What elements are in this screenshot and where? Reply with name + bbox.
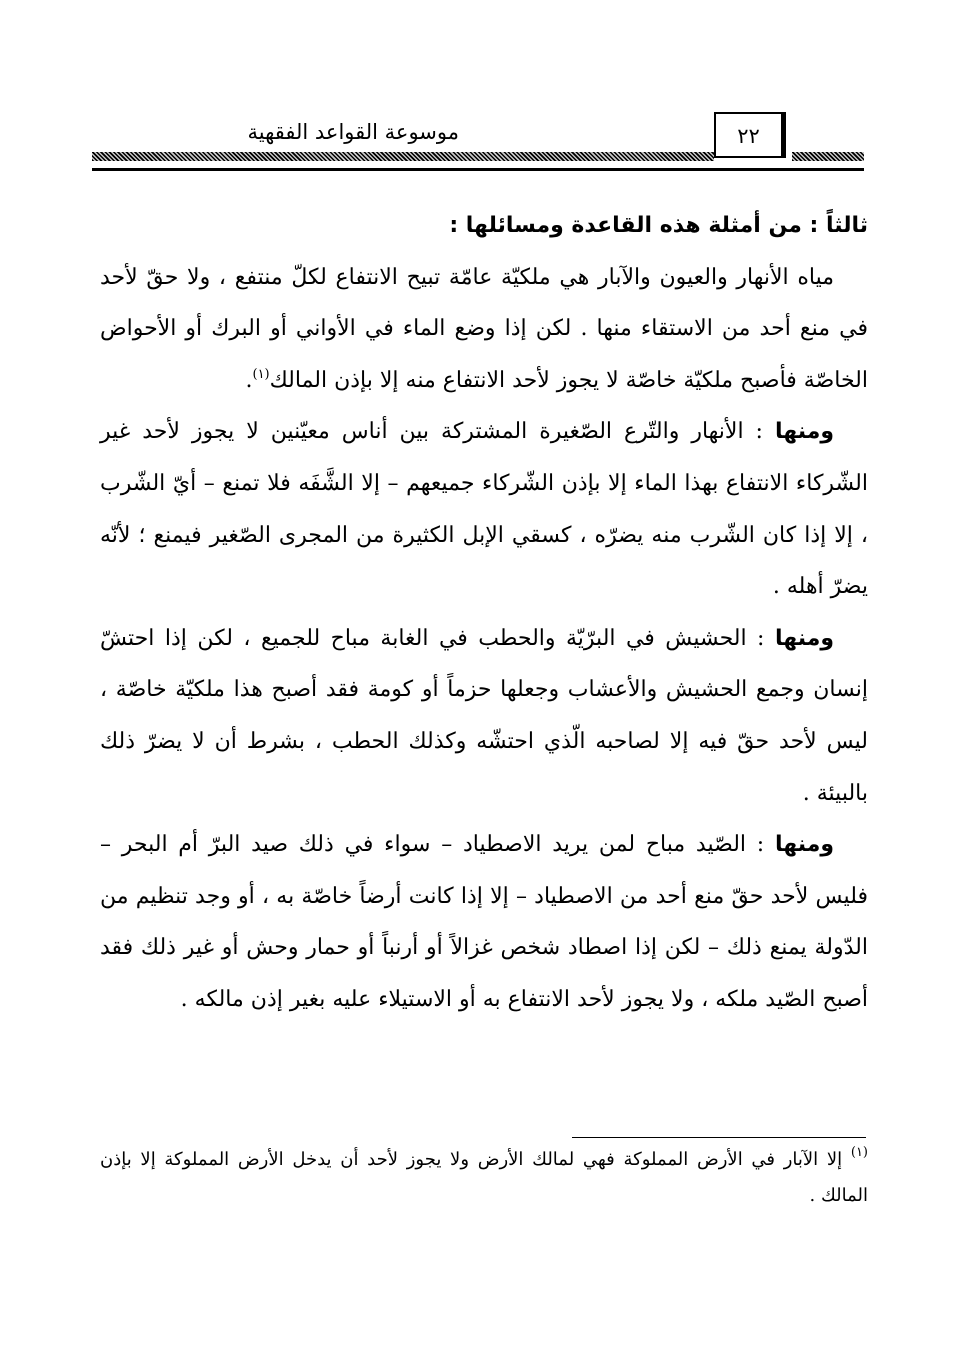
- main-text: [100, 200, 868, 1026]
- book-title: موسوعة القواعد الفقهية: [247, 120, 459, 144]
- section-heading: ثالثاً : من أمثلة هذه القاعدة ومسائلها :: [449, 213, 868, 238]
- paragraph-lead: ومنها: [774, 832, 834, 858]
- paragraph-3: [100, 613, 868, 819]
- footnote-text: إلا الآبار في الأرض المملوكة فهي لمالك الأرض ولا يجوز لأحد أن يدخل الأرض المملوكة إلا بإذن المالك .: [100, 1149, 868, 1206]
- paragraph-text: مياه الأنهار والعيون والآبار هي ملكيّة عامّة تبيح الانتفاع لكلّ منتفع ، ولا حقّ لأحد في منع أحد من الاستقاء منها . لكن إذا وضع الماء في الأواني أو البرك أو الأحواض الخاصّة فأصبح ملكيّة خاصّة لا يجوز لأحد الانتفاع منه إلا بإذن المالك: [100, 264, 868, 393]
- paragraph-text: : الأنهار والتّرع الصّغيرة المشتركة بين أناس معيّنين لا يجوز لأحد غير الشّركاء الانتفاع بهذا الماء إلا بإذن الشّركاء جميعهم – إلا الشَّفَه فلا تمنع – أيّ الشّرب ، إلا إذا كان الشّرب منه يضرّه ، كسقي الإبل الكثيرة من المجرى الصّغير فيمنع ؛ لأنّه يضرّ أهله .: [100, 419, 868, 600]
- page-header: [92, 108, 864, 166]
- page-number: ٢٢: [714, 112, 786, 158]
- paragraph-text: : الحشيش في البرّيّة والحطب في الغابة مباح للجميع ، لكن إذا احتشّ إنسان وجمع الحشيش والأعشاب وجعلها حزماً أو كومة فقد أصبح هذا ملكيّة خاصّة ، ليس لأحد حقّ فيه إلا لصاحبه الّذي احتشّه وكذلك الحطب ، بشرط أن لا يضرّ ذلك بالبيئة .: [100, 625, 868, 806]
- paragraph-lead: ومنها: [774, 625, 834, 651]
- paragraph-lead: ومنها: [774, 419, 834, 445]
- header-hatch-bar-end: [792, 152, 864, 161]
- footnote-separator: [572, 1137, 866, 1138]
- paragraph-2: [100, 406, 868, 612]
- paragraph-1: [100, 252, 868, 407]
- paragraph-text: : الصّيد مباح لمن يريد الاصطياد – سواء في ذلك صيد البرّ أم البحر – فليس لأحد حقّ منع أحد من الاصطياد – إلا إذا كانت أرضاً خاصّة به ، أو وجد تنظيم من الدّولة يمنع ذلك – لكن إذا اصطاد شخص غزالاً أو أرنباً أو حمار وحش أو غير ذلك فقد أصبح الصّيد ملكه ، ولا يجوز لأحد الانتفاع به أو الاستيلاء عليه بغير إذن مالكه .: [100, 832, 868, 1012]
- footnote-reference[interactable]: (١): [252, 366, 270, 382]
- paragraph-4: [100, 819, 868, 1025]
- footnotes: [100, 1142, 868, 1214]
- header-hatch-bar: [92, 152, 714, 161]
- footnote-1: [100, 1142, 868, 1214]
- footnote-marker: (١): [850, 1145, 868, 1160]
- header-rule: [92, 168, 864, 171]
- paragraph-tail: .: [245, 367, 253, 393]
